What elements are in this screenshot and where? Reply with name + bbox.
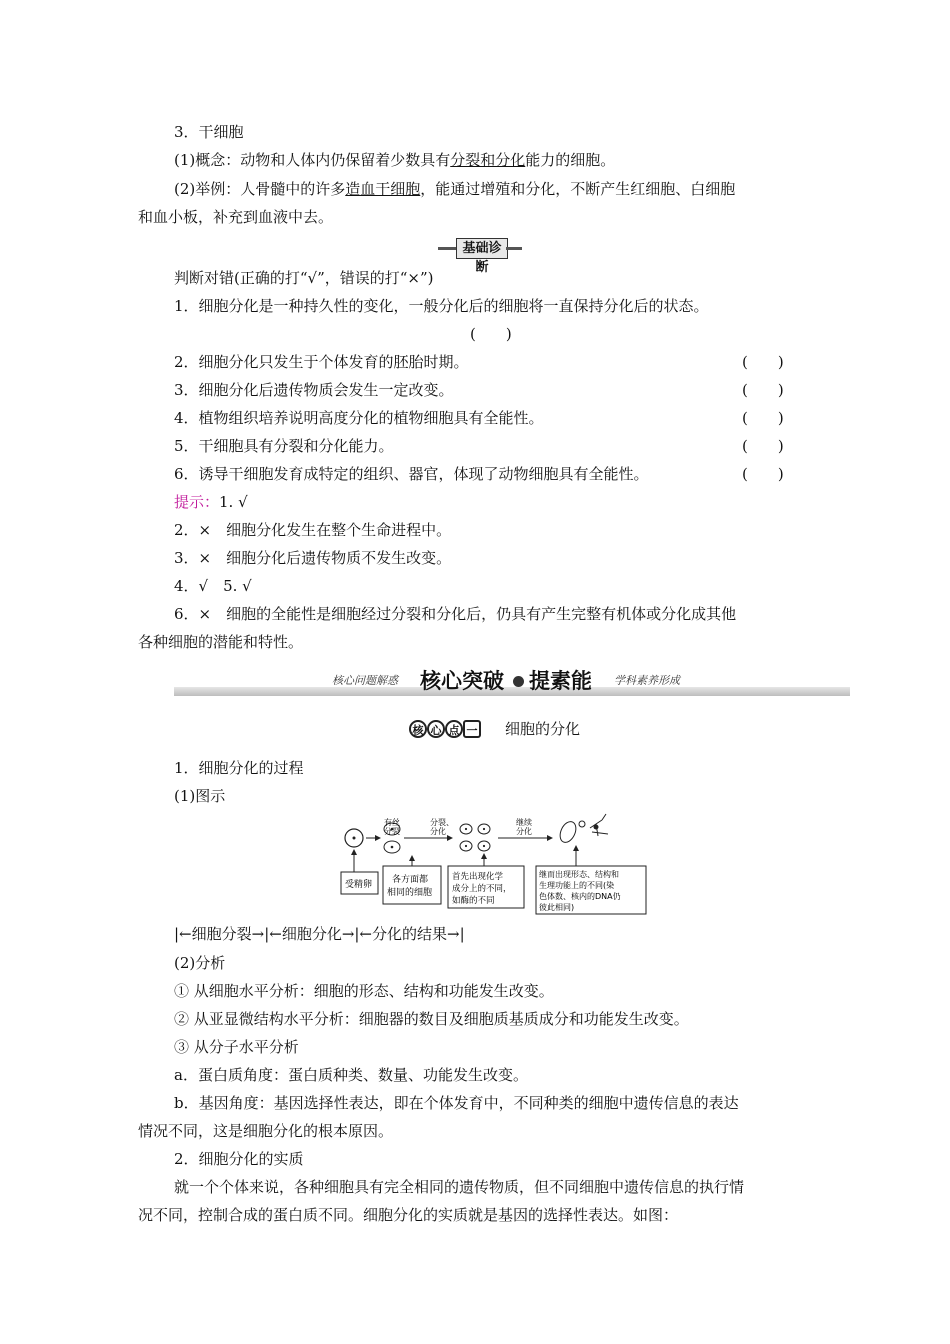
arrow2-label-1: 分裂、: [430, 818, 454, 827]
analysis-1: ① 从细胞水平分析：细胞的形态、结构和功能发生改变。: [174, 982, 554, 1000]
badge-char-1: 核: [409, 720, 427, 738]
essence-paragraph: 就一个个体来说，各种细胞具有完全相同的遗传物质，但不同细胞中遗传信息的执行情: [174, 1178, 745, 1196]
heading-1: 1．细胞分化的过程: [174, 759, 304, 777]
example-text: (2)举例：人骨髓中的许多: [174, 180, 346, 198]
banner-big-2: 提素能: [529, 669, 592, 693]
banner-right-text: 学科素养形成: [614, 674, 680, 687]
analysis-3a: a．蛋白质角度：蛋白质种类、数量、功能发生改变。: [174, 1066, 528, 1084]
diag-item-1: 1．细胞分化是一种持久性的变化，一般分化后的细胞将一直保持分化后的状态。: [174, 297, 709, 315]
hint-answer-4-5: 4．√ 5. √: [174, 577, 252, 595]
essence-paragraph-cont: 况不同，控制合成的蛋白质不同。细胞分化的实质就是基因的选择性表达。如图：: [138, 1206, 679, 1224]
concept-text-end: 能力的细胞。: [525, 151, 616, 169]
box-struct-line-2: 生理功能上的不同(染: [539, 881, 615, 890]
example-text-end: ，能通过增殖和分化，不断产生红细胞、白细胞: [420, 180, 736, 198]
banner-big-1: 核心突破: [420, 669, 504, 693]
diag-paren-4: ( ): [742, 409, 784, 427]
diag-intro: 判断对错(正确的打“√”，错误的打“×”): [174, 269, 434, 287]
box-struct-line-4: 彼此相同): [539, 903, 575, 912]
box-struct-line-1: 继而出现形态、结构和: [539, 870, 619, 879]
hint-label: 提示：: [174, 493, 220, 511]
example-cont: 和血小板，补充到血液中去。: [138, 208, 334, 226]
analysis-3b: b．基因角度：基因选择性表达，即在个体发育中，不同种类的细胞中遗传信息的表达: [174, 1094, 739, 1112]
core-title: 细胞的分化: [505, 720, 581, 738]
diag-paren-3: ( ): [742, 381, 784, 399]
concept-line: [174, 149, 615, 171]
box-same-cells: [383, 866, 441, 904]
arrow2-label-2: 分化: [430, 827, 446, 836]
badge-char-2: 心: [427, 720, 445, 738]
banner-strip: [174, 687, 850, 696]
concept-underline: 分裂和分化: [450, 151, 526, 169]
diag-item-2: 2．细胞分化只发生于个体发育的胚胎时期。: [174, 353, 469, 371]
diag-paren-5: ( ): [742, 437, 784, 455]
diag-item-6: 6．诱导干细胞发育成特定的组织、器官，体现了动物细胞具有全能性。: [174, 465, 649, 483]
arrow3-label-2: 分化: [516, 827, 532, 836]
banner-left-text: 核心问题解惑: [332, 674, 398, 687]
banner-label: 基础诊断: [456, 238, 508, 259]
concept-text: (1)概念：动物和人体内仍保留着少数具有: [174, 151, 451, 169]
banner-bar-right: [506, 247, 522, 250]
arrow1-label-2: 分裂: [384, 827, 400, 836]
hint-answer-6: 6．× 细胞的全能性是细胞经过分裂和分化后，仍具有产生完整有机体或分化成其他: [174, 605, 737, 623]
hint-line: [174, 491, 248, 513]
hint-answer-2: 2．× 细胞分化发生在整个生命进程中。: [174, 521, 452, 539]
diag-item-4: 4．植物组织培养说明高度分化的植物细胞具有全能性。: [174, 409, 544, 427]
diag-paren-1: ( ): [470, 325, 512, 343]
heading-1b: (2)分析: [174, 954, 226, 972]
badge-char-4: 一: [463, 720, 481, 738]
core-point-badge: [409, 720, 489, 738]
hint-answer-3: 3．× 细胞分化后遗传物质不发生改变。: [174, 549, 452, 567]
box-chem-line-2: 成分上的不同，: [452, 884, 512, 894]
hint-answer-1: 1. √: [219, 493, 248, 511]
arrow1-label-1: 有丝: [384, 818, 400, 827]
arrow3-label-1: 继续: [516, 818, 532, 827]
heading-1a: (1)图示: [174, 787, 226, 805]
analysis-2: ② 从亚显微结构水平分析：细胞器的数目及细胞质基质成分和功能发生改变。: [174, 1010, 689, 1028]
box-chem-line-3: 如酶的不同: [452, 896, 495, 906]
hint-answer-6-cont: 各种细胞的潜能和特性。: [138, 633, 304, 651]
analysis-3b-cont: 情况不同，这是细胞分化的根本原因。: [138, 1122, 394, 1140]
heading-2: 2．细胞分化的实质: [174, 1150, 304, 1168]
diag-paren-6: ( ): [742, 465, 784, 483]
diagnosis-banner: [438, 238, 522, 275]
box-struct-line-3: 色体数、核内的DNA仍: [539, 892, 621, 901]
box-chem-line-1: 首先出现化学: [452, 872, 504, 882]
analysis-3: ③ 从分子水平分析: [174, 1038, 299, 1056]
example-line: [174, 178, 735, 200]
banner-bar-left: [438, 247, 456, 250]
diag-item-3: 3．细胞分化后遗传物质会发生一定改变。: [174, 381, 454, 399]
section-banner: [174, 664, 850, 698]
stage-ruler: |←细胞分裂→|←细胞分化→|←分化的结果→|: [174, 925, 465, 943]
example-underline: 造血干细胞: [345, 180, 421, 198]
box-same-line-2: 相同的细胞: [387, 888, 433, 898]
section3-title: 3．干细胞: [174, 123, 244, 141]
diag-item-5: 5．干细胞具有分裂和分化能力。: [174, 437, 394, 455]
diag-paren-2: ( ): [742, 353, 784, 371]
arrow-circle-icon: [513, 676, 524, 687]
box-same-line-1: 各方面都: [392, 875, 429, 885]
specialized-cells-icon: [557, 814, 608, 845]
badge-char-3: 点: [445, 720, 463, 738]
box-zygote-text: 受精卵: [345, 880, 373, 890]
differentiation-figure: [340, 810, 650, 920]
